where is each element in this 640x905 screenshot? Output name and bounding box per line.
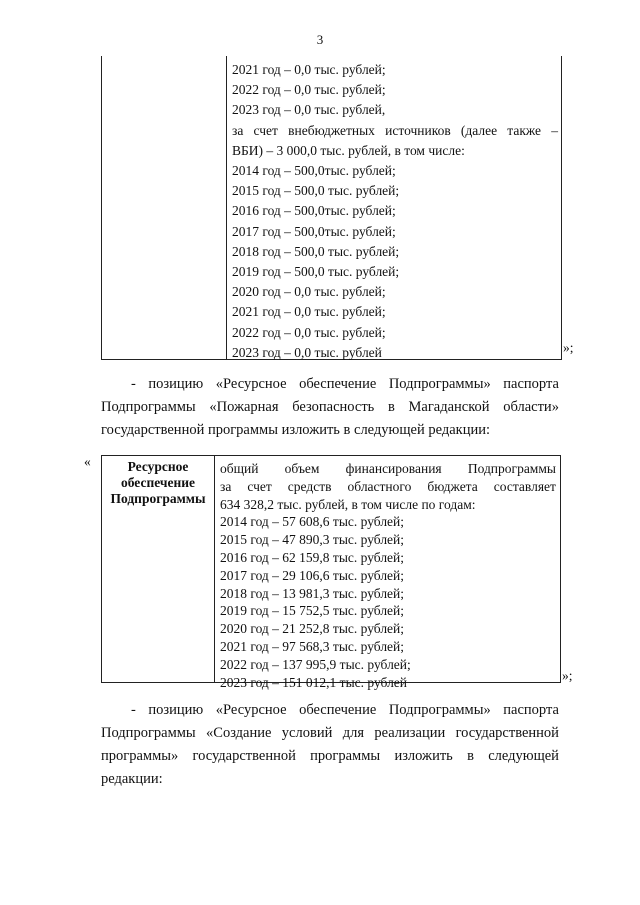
word: паспорта <box>503 376 559 392</box>
table-line: 2017 год – 29 106,6 тыс. рублей; <box>220 567 405 583</box>
word: областного <box>347 478 412 494</box>
word: «Ресурсное <box>215 702 287 718</box>
closing-quote: »; <box>562 668 573 683</box>
word: паспорта <box>503 702 559 718</box>
table-right-column <box>232 60 558 363</box>
table-left-column <box>102 56 227 359</box>
closing-quote: »; <box>563 340 574 355</box>
page-number: 3 <box>316 32 324 47</box>
word: Подпрограммы <box>467 461 556 476</box>
word: позицию <box>148 376 204 392</box>
word: счет <box>247 478 272 494</box>
table-line: 2015 год – 47 890,3 тыс. рублей; <box>220 532 405 548</box>
funding-table <box>101 455 561 690</box>
word: «Ресурсное <box>215 376 287 392</box>
word: для <box>342 725 364 741</box>
word: государственной <box>192 748 296 764</box>
word: бюджета <box>427 478 478 494</box>
table-line: 2015 год – 500,0 тыс. рублей; <box>232 183 400 199</box>
table-line: 2014 год – 57 608,6 тыс. рублей; <box>220 514 405 530</box>
paragraph-line <box>101 419 559 442</box>
word: источников <box>385 122 451 138</box>
word: обеспечение <box>299 702 377 718</box>
table-line: 2020 год – 0,0 тыс. рублей; <box>232 284 386 300</box>
paragraph-line <box>101 745 559 768</box>
word: счет <box>253 122 278 138</box>
word: финансирования <box>345 461 442 476</box>
paragraph-line <box>101 396 559 419</box>
word: внебюджетных <box>288 122 375 138</box>
word: Магаданской <box>408 399 490 415</box>
paragraph-line <box>101 722 559 745</box>
table-line: 2021 год – 97 568,3 тыс. рублей; <box>220 638 405 654</box>
word: «Пожарная <box>209 399 279 415</box>
word: Подпрограммы <box>101 725 196 741</box>
word: программы» <box>101 748 179 764</box>
table-line <box>232 121 558 141</box>
line-text: государственной программы изложить в следующей редакции: <box>101 422 491 438</box>
table-line: 2019 год – 15 752,5 тыс. рублей; <box>220 603 405 619</box>
word: изложить <box>394 748 453 764</box>
word: области» <box>503 399 559 415</box>
word: Подпрограммы» <box>388 702 491 718</box>
table-line: 2023 год – 0,0 тыс. рублей <box>232 344 382 360</box>
word: за <box>220 478 232 494</box>
word: за <box>232 122 244 138</box>
line-text: редакции: <box>101 771 163 787</box>
paragraph-conditions <box>101 699 559 791</box>
word: обеспечение <box>299 376 377 392</box>
word: (далее <box>460 122 498 138</box>
table-line: 2022 год – 0,0 тыс. рублей; <box>232 82 386 98</box>
word: - <box>131 376 136 392</box>
table-line: 2022 год – 137 995,9 тыс. рублей; <box>220 656 411 672</box>
word: Подпрограммы <box>101 399 196 415</box>
word: - <box>131 702 136 718</box>
table-line: 2014 год – 500,0тыс. рублей; <box>232 163 396 179</box>
table-line: 2021 год – 0,0 тыс. рублей; <box>232 304 386 320</box>
word: безопасность <box>292 399 375 415</box>
word: – <box>551 122 558 138</box>
word: условий <box>281 725 333 741</box>
table-line: 2018 год – 13 981,3 тыс. рублей; <box>220 585 405 601</box>
word: также <box>507 122 542 138</box>
table-line: 2022 год – 0,0 тыс. рублей; <box>232 324 386 340</box>
header-line: Подпрограммы <box>110 491 206 506</box>
paragraph-line <box>101 768 559 791</box>
word: в <box>467 748 474 764</box>
header-line: Ресурсное <box>127 459 189 474</box>
funding-table-continuation <box>101 56 562 360</box>
table-line: 2018 год – 500,0 тыс. рублей; <box>232 243 400 259</box>
table-line: ВБИ) – 3 000,0 тыс. рублей, в том числе: <box>232 142 465 158</box>
table-line <box>220 478 556 496</box>
word: государственной <box>455 725 559 741</box>
word: составляет <box>493 478 556 494</box>
word: средств <box>287 478 332 494</box>
word: Подпрограммы» <box>388 376 491 392</box>
table-line: 2016 год – 500,0тыс. рублей; <box>232 203 396 219</box>
table-line: 2023 год – 151 012,1 тыс. рублей <box>220 674 408 690</box>
header-line: обеспечение <box>120 475 196 490</box>
word: программы <box>310 748 381 764</box>
paragraph-fire-safety <box>101 373 559 442</box>
word: в <box>387 399 395 415</box>
table-value-cell <box>220 460 556 691</box>
table-line <box>220 460 556 478</box>
table-line: 2019 год – 500,0 тыс. рублей; <box>232 264 400 280</box>
opening-quote: « <box>84 454 91 469</box>
word: объем <box>284 461 320 476</box>
word: позицию <box>148 702 204 718</box>
word: реализации <box>374 725 446 741</box>
table-header-cell <box>102 456 215 682</box>
table-line: 2021 год – 0,0 тыс. рублей; <box>232 62 386 77</box>
word: «Создание <box>206 725 272 741</box>
word: следующей <box>488 748 559 764</box>
paragraph-line <box>101 699 559 722</box>
table-line: 2017 год – 500,0тыс. рублей; <box>232 223 396 239</box>
table-line: 2016 год – 62 159,8 тыс. рублей; <box>220 549 405 565</box>
paragraph-line <box>101 373 559 396</box>
word: общий <box>220 461 259 476</box>
table-line: 2023 год – 0,0 тыс. рублей, <box>232 102 386 118</box>
table-line: 2020 год – 21 252,8 тыс. рублей; <box>220 621 405 637</box>
table-line: 634 328,2 тыс. рублей, в том числе по годам: <box>220 496 476 512</box>
